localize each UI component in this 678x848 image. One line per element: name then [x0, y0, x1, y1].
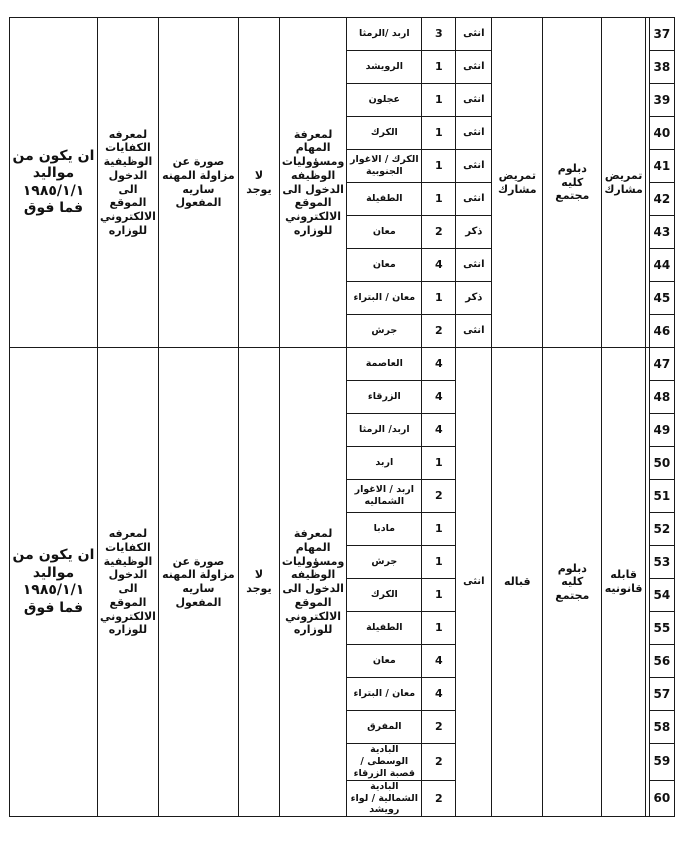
count-cell-text: 2: [434, 225, 443, 239]
area-cell-text: الكرك / الاغوار الجنوبية: [350, 154, 419, 177]
tasks-knowledge-cell: [279, 18, 346, 348]
area-cell: [347, 513, 422, 546]
gender-cell: [456, 348, 492, 817]
area-cell: [347, 315, 422, 348]
area-cell: [347, 780, 422, 817]
required-documents-cell: [158, 348, 238, 817]
specialization-cell-text: تمريض مشارك: [498, 168, 537, 196]
count-cell: [422, 744, 456, 781]
area-cell-text: معان: [372, 226, 396, 238]
count-cell: [422, 117, 456, 150]
sequence-number-cell-text: 46: [653, 323, 671, 338]
sequence-number-cell: [649, 414, 674, 447]
sequence-number-cell: [649, 480, 674, 513]
sequence-number-cell: [649, 513, 674, 546]
table-row: [10, 348, 675, 381]
job-title-cell: [602, 18, 646, 348]
count-cell: [422, 711, 456, 744]
qualification-cell-text: دبلوم كليه مجتمع: [555, 561, 590, 602]
count-cell-text: 1: [434, 159, 443, 173]
area-cell-text: عجلون: [368, 94, 400, 106]
sequence-number-cell: [649, 381, 674, 414]
sequence-number-cell-text: 40: [653, 125, 671, 140]
count-cell-text: 2: [434, 791, 443, 805]
area-cell-text: الكرك: [370, 127, 398, 139]
area-cell: [347, 348, 422, 381]
area-cell: [347, 711, 422, 744]
area-cell: [347, 216, 422, 249]
area-cell: [347, 249, 422, 282]
sequence-number-cell-text: 53: [653, 554, 671, 569]
count-cell-text: 1: [434, 588, 443, 602]
count-cell: [422, 249, 456, 282]
gender-cell-text: انثى: [463, 93, 485, 105]
sequence-number-cell-text: 56: [653, 653, 671, 668]
age-condition-cell: [10, 348, 98, 817]
sequence-number-cell: [649, 546, 674, 579]
count-cell-text: 2: [434, 720, 443, 734]
sequence-number-cell-text: 48: [653, 389, 671, 404]
area-cell-text: معان / البتراء: [353, 688, 416, 700]
area-cell: [347, 18, 422, 51]
area-cell-text: الطفيلة: [366, 622, 403, 634]
area-cell: [347, 579, 422, 612]
specialization-cell: [492, 18, 543, 348]
sequence-number-cell-text: 47: [653, 356, 671, 371]
count-cell-text: 2: [434, 754, 443, 768]
sequence-number-cell-text: 54: [653, 587, 671, 602]
sequence-number-cell: [649, 51, 674, 84]
gender-cell-text: انثى: [463, 159, 485, 171]
sequence-number-cell-text: 42: [653, 191, 671, 206]
area-cell-text: مادبا: [373, 523, 396, 535]
area-cell-text: البادية الشمالية / لواء رويشد: [350, 780, 418, 816]
tasks-knowledge-cell-text: لمعرفة المهام ومسؤوليات الوظيفه الدخول الى الموقع الالكتروني للوزاره: [281, 527, 345, 637]
required-documents-cell-text: صورة عن مزاولة المهنه ساريه المفعول: [162, 554, 235, 609]
count-cell-text: 2: [434, 489, 443, 503]
count-cell: [422, 513, 456, 546]
sequence-number-cell: [649, 348, 674, 381]
count-cell-text: 1: [434, 93, 443, 107]
sequence-number-cell-text: 37: [653, 26, 671, 41]
sequence-number-cell: [649, 711, 674, 744]
gender-cell-text: انثى: [463, 192, 485, 204]
count-cell: [422, 315, 456, 348]
table-row: [10, 18, 675, 51]
area-cell: [347, 645, 422, 678]
area-cell-text: اربد/ الرمثا: [359, 424, 410, 436]
count-cell-text: 4: [434, 687, 443, 701]
sequence-number-cell: [649, 744, 674, 781]
specialization-cell-text: قباله: [504, 575, 531, 589]
area-cell-text: معان: [372, 259, 396, 271]
sequence-number-cell: [649, 645, 674, 678]
area-cell-text: المفرق: [367, 721, 402, 733]
count-cell: [422, 447, 456, 480]
age-condition-cell-text: ان يكون من مواليد ١٩٨٥/١/١ فما فوق: [12, 547, 95, 616]
gender-cell-text: انثى: [463, 27, 485, 39]
count-cell: [422, 381, 456, 414]
qualification-cell: [543, 18, 602, 348]
gender-cell-text: انثى: [463, 575, 485, 587]
gender-cell: [456, 84, 492, 117]
sequence-number-cell-text: 57: [653, 686, 671, 701]
sequence-number-cell-text: 60: [653, 790, 671, 805]
count-cell: [422, 348, 456, 381]
count-cell-text: 1: [434, 555, 443, 569]
area-cell-text: جرش: [371, 325, 398, 337]
count-cell: [422, 645, 456, 678]
gender-cell: [456, 150, 492, 183]
area-cell: [347, 744, 422, 781]
count-cell-text: 4: [434, 390, 443, 404]
area-cell: [347, 282, 422, 315]
area-cell-text: اربد /الرمثا: [359, 28, 410, 40]
area-cell: [347, 84, 422, 117]
gender-cell: [456, 249, 492, 282]
count-cell: [422, 480, 456, 513]
specialization-cell: [492, 348, 543, 817]
count-cell: [422, 84, 456, 117]
count-cell-text: 4: [434, 654, 443, 668]
sequence-number-cell-text: 49: [653, 422, 671, 437]
skills-knowledge-cell-text: لمعرفه الكفايات الوظيفية الدخول الى الموقع الالكتروني للوزاره: [100, 527, 156, 637]
count-cell-text: 1: [434, 192, 443, 206]
sequence-number-cell: [649, 249, 674, 282]
count-cell: [422, 612, 456, 645]
skills-knowledge-cell: [98, 18, 159, 348]
sequence-number-cell: [649, 84, 674, 117]
count-cell-text: 1: [434, 456, 443, 470]
area-cell: [347, 612, 422, 645]
count-cell: [422, 579, 456, 612]
sequence-number-cell-text: 55: [653, 620, 671, 635]
area-cell-text: العاصمة: [365, 358, 403, 370]
sequence-number-cell-text: 38: [653, 59, 671, 74]
sequence-number-cell: [649, 282, 674, 315]
gender-cell-text: ذكر: [465, 225, 483, 237]
count-cell-text: 1: [434, 291, 443, 305]
count-cell-text: 1: [434, 126, 443, 140]
experience-cell: [238, 348, 279, 817]
gender-cell-text: ذكر: [465, 291, 483, 303]
job-title-cell-text: تمريض مشارك: [604, 168, 643, 196]
sequence-number-cell-text: 44: [653, 257, 671, 272]
count-cell-text: 1: [434, 60, 443, 74]
gender-cell-text: انثى: [463, 126, 485, 138]
area-cell: [347, 183, 422, 216]
count-cell: [422, 414, 456, 447]
count-cell: [422, 780, 456, 817]
required-documents-cell: [158, 18, 238, 348]
qualification-cell: [543, 348, 602, 817]
count-cell: [422, 51, 456, 84]
sequence-number-cell-text: 45: [653, 290, 671, 305]
area-cell-text: معان / البتراء: [353, 292, 416, 304]
count-cell-text: 2: [434, 324, 443, 338]
count-cell: [422, 183, 456, 216]
tasks-knowledge-cell-text: لمعرفة المهام ومسؤوليات الوظيفه الدخول الى الموقع الالكتروني للوزاره: [281, 127, 345, 237]
count-cell-text: 4: [434, 423, 443, 437]
count-cell: [422, 150, 456, 183]
area-cell-text: الزرقاء: [367, 391, 401, 403]
age-condition-cell: [10, 18, 98, 348]
sequence-number-cell: [649, 117, 674, 150]
sequence-number-cell: [649, 315, 674, 348]
gender-cell: [456, 183, 492, 216]
gender-cell-text: انثى: [463, 258, 485, 270]
sequence-number-cell: [649, 216, 674, 249]
qualification-cell-text: دبلوم كليه مجتمع: [555, 161, 590, 203]
required-documents-cell-text: صورة عن مزاولة المهنه ساريه المفعول: [162, 155, 235, 210]
gender-cell: [456, 18, 492, 51]
gender-cell: [456, 117, 492, 150]
sequence-number-cell-text: 41: [653, 158, 671, 173]
area-cell-text: اربد: [375, 457, 394, 469]
area-cell-text: جرش: [371, 556, 398, 568]
job-title-cell: [602, 348, 646, 817]
gender-cell: [456, 216, 492, 249]
skills-knowledge-cell: [98, 348, 159, 817]
count-cell-text: 4: [434, 258, 443, 272]
area-cell: [347, 678, 422, 711]
gender-cell-text: انثى: [463, 60, 485, 72]
sequence-number-cell-text: 43: [653, 224, 671, 239]
area-cell: [347, 117, 422, 150]
gender-cell: [456, 51, 492, 84]
area-cell: [347, 546, 422, 579]
sequence-number-cell-text: 59: [653, 754, 671, 769]
area-cell: [347, 447, 422, 480]
area-cell: [347, 414, 422, 447]
area-cell: [347, 381, 422, 414]
area-cell-text: معان: [372, 655, 396, 667]
sequence-number-cell: [649, 579, 674, 612]
area-cell-text: اربد / الاغوار الشماليه: [354, 484, 414, 507]
count-cell: [422, 216, 456, 249]
experience-cell-text: لا يوجد: [246, 568, 272, 596]
gender-cell: [456, 315, 492, 348]
sequence-number-cell-text: 52: [653, 521, 671, 536]
sequence-number-cell: [649, 183, 674, 216]
area-cell-text: البادية الوسطى / قصبة الزرقاء: [353, 744, 415, 779]
tasks-knowledge-cell: [279, 348, 346, 817]
sequence-number-cell: [649, 18, 674, 51]
experience-cell-text: لا يوجد: [246, 168, 272, 196]
jobs-table: [9, 17, 675, 817]
age-condition-cell-text: ان يكون من مواليد ١٩٨٥/١/١ فما فوق: [12, 147, 95, 216]
gender-cell-text: انثى: [463, 324, 485, 336]
count-cell-text: 1: [434, 621, 443, 635]
area-cell-text: الرويشد: [365, 61, 403, 73]
area-cell-text: الكرك: [370, 589, 398, 601]
sequence-number-cell-text: 39: [653, 92, 671, 107]
sequence-number-cell: [649, 678, 674, 711]
area-cell-text: الطفيلة: [366, 193, 403, 205]
sequence-number-cell-text: 51: [653, 488, 671, 503]
area-cell: [347, 480, 422, 513]
count-cell-text: 3: [434, 27, 443, 41]
count-cell: [422, 18, 456, 51]
area-cell: [347, 150, 422, 183]
count-cell: [422, 546, 456, 579]
sequence-number-cell: [649, 780, 674, 817]
count-cell: [422, 282, 456, 315]
count-cell-text: 1: [434, 522, 443, 536]
skills-knowledge-cell-text: لمعرفه الكفايات الوظيفية الدخول الى الموقع الالكتروني للوزاره: [100, 127, 156, 237]
area-cell: [347, 51, 422, 84]
gender-cell: [456, 282, 492, 315]
sequence-number-cell: [649, 150, 674, 183]
jobs-table-body: [10, 18, 675, 817]
count-cell: [422, 678, 456, 711]
job-title-cell-text: قابله قانونيه: [604, 568, 643, 596]
experience-cell: [238, 18, 279, 348]
sequence-number-cell-text: 58: [653, 719, 671, 734]
sequence-number-cell: [649, 612, 674, 645]
count-cell-text: 4: [434, 357, 443, 371]
sequence-number-cell: [649, 447, 674, 480]
sequence-number-cell-text: 50: [653, 455, 671, 470]
